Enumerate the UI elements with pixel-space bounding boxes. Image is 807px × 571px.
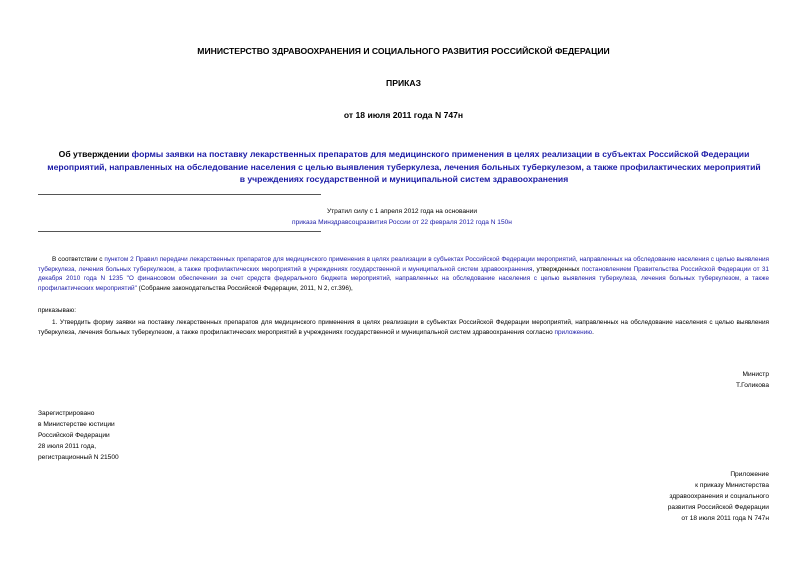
registration-line: в Министерстве юстиции	[38, 421, 115, 428]
registration-line: 28 июля 2011 года,	[38, 443, 97, 450]
order-item-end: .	[592, 328, 594, 336]
signature-block	[736, 369, 769, 391]
order-item-text: 1. Утвердить форму заявки на поставку лекарственных препаратов для медицинского применения в целях реализации в субъектах Российской Федерации мероприятий, направленных на обследование населения с целью выявления туберкулеза, лечения больных туберкулезом, а также профилактических мероприятий в учреждениях государственной и муниципальной систем здравоохранения согласно	[38, 319, 769, 336]
ministry-heading: МИНИСТЕРСТВО ЗДРАВООХРАНЕНИЯ И СОЦИАЛЬНОГО РАЗВИТИЯ РОССИЙСКОЙ ФЕДЕРАЦИИ	[197, 46, 610, 56]
expired-order-link[interactable]: приказа Минздравсоцразвития России от 22 февраля 2012 года N 150н	[292, 219, 512, 226]
appendix-link[interactable]: приложению	[554, 328, 593, 336]
registration-line: Российской Федерации	[38, 432, 110, 439]
appendix-line: от 18 июля 2011 года N 747н	[681, 515, 769, 522]
rules-point-link[interactable]: пунктом 2 Правил передачи лекарственных препаратов для медицинского применения в целях реализации в субъектах Российской Федерации мероприятий, направленных на обследование населения с целью выявления туберкулеза, лечения больных туберкулезом, а также профилактических мероприятий в учреждениях государственной и муниципальной систем здравоохранения	[38, 256, 769, 273]
expired-notice	[160, 206, 644, 228]
title-prefix: Об утверждении	[58, 149, 132, 159]
preamble-prefix: В соответствии с	[52, 256, 105, 263]
preamble-middle: , утвержденных	[532, 265, 582, 273]
appendix-line: развития Российской Федерации	[667, 504, 769, 511]
order-type-heading: ПРИКАЗ	[386, 78, 421, 88]
order-date-heading: от 18 июля 2011 года N 747н	[343, 110, 464, 120]
signer-position: Министр	[742, 371, 769, 378]
expired-notice-text: Утратил силу с 1 апреля 2012 года на основании	[326, 208, 478, 215]
signer-name: Т.Голикова	[735, 382, 769, 389]
government-decree-link[interactable]: постановлением Правительства Российской Федерации от 31 декабря 2010 года N 1235 "О финансовом обеспечении за счет средств федерального бюджета мероприятий, направленных на обследование населения с целью выявления туберкулеза, лечения больных туберкулезом, а также профилактических мероприятий"	[38, 265, 769, 292]
order-verb: приказываю:	[38, 307, 76, 314]
bottom-divider	[38, 231, 321, 232]
preamble-paragraph	[38, 255, 769, 293]
registration-line: регистрационный N 21500	[38, 454, 119, 461]
appendix-line: Приложение	[730, 471, 769, 478]
appendix-line: здравоохранения и социального	[669, 493, 769, 500]
registration-line: Зарегистрировано	[38, 410, 95, 417]
preamble-suffix: (Собрание законодательства Российской Федерации, 2011, N 2, ст.396),	[136, 284, 353, 292]
title-form-link[interactable]: формы заявки на поставку лекарственных препаратов для медицинского применения в целях реализации в субъектах Российской Федерации мероприятий, направленных на обследование населения с целью выявления туберкулеза, лечения больных туберкулезом, а также профилактических мероприятий в учреждениях государственной и муниципальной систем здравоохранения	[47, 149, 761, 184]
registration-block	[38, 408, 119, 463]
appendix-line: к приказу Министерства	[695, 482, 769, 489]
document-title	[44, 148, 764, 186]
appendix-header	[668, 469, 769, 524]
order-item-1	[38, 318, 769, 337]
top-divider	[38, 194, 321, 195]
